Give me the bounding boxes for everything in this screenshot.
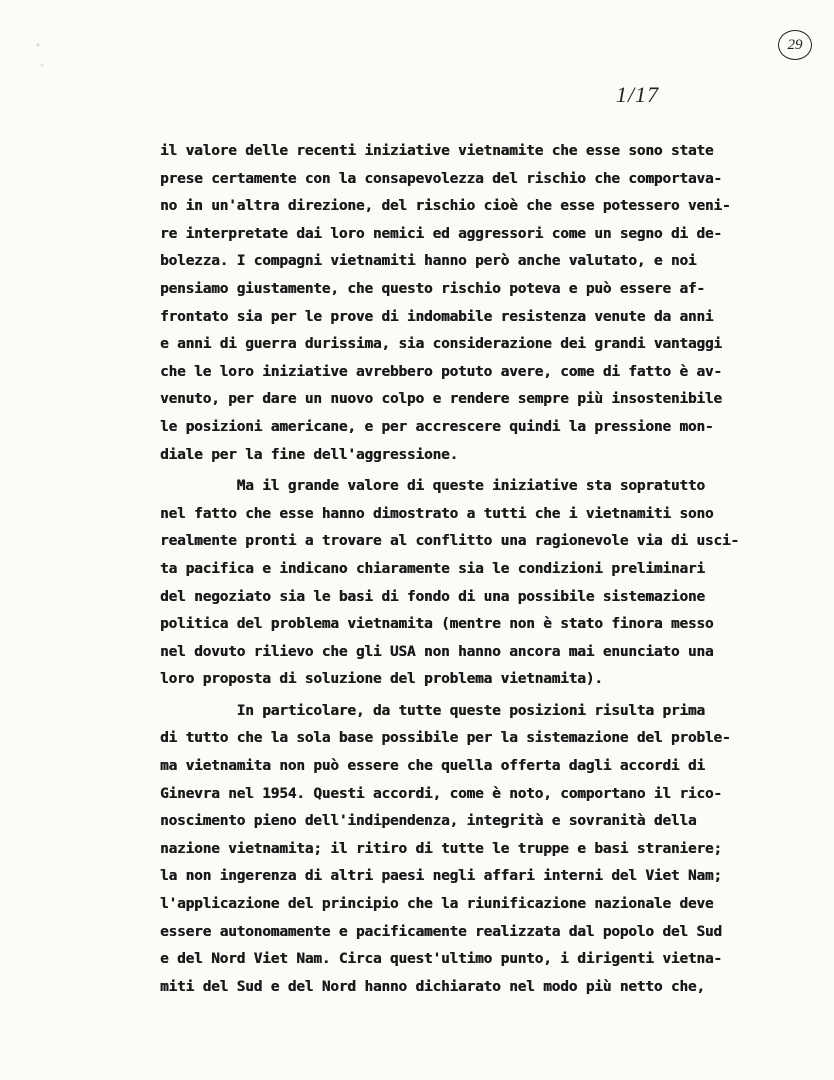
text-line: ma vietnamita non può essere che quella offerta dagli accordi di bbox=[160, 758, 705, 775]
text-line: Ginevra nel 1954. Questi accordi, come è noto, comportano il rico- bbox=[160, 785, 722, 802]
text-line: che le loro iniziative avrebbero potuto avere, come di fatto è av- bbox=[160, 363, 722, 380]
text-line: la non ingerenza di altri paesi negli affari interni del Viet Nam; bbox=[160, 868, 722, 885]
text-line: l'applicazione del principio che la riunificazione nazionale deve bbox=[160, 896, 714, 913]
text-line: venuto, per dare un nuovo colpo e rendere sempre più insostenibile bbox=[160, 391, 722, 408]
text-line: politica del problema vietnamita (mentre non è stato finora messo bbox=[160, 616, 714, 633]
text-line: essere autonomamente e pacificamente realizzata dal popolo del Sud bbox=[160, 923, 722, 940]
text-line: noscimento pieno dell'indipendenza, integrità e sovranità della bbox=[160, 813, 697, 830]
text-line: nazione vietnamita; il ritiro di tutte le truppe e basi straniere; bbox=[160, 840, 722, 857]
text-line: prese certamente con la consapevolezza del rischio che comportava- bbox=[160, 170, 722, 187]
text-line: ta pacifica e indicano chiaramente sia le condizioni preliminari bbox=[160, 560, 705, 577]
text-line: no in un'altra direzione, del rischio cioè che esse potessero veni- bbox=[160, 198, 731, 215]
text-line: del negoziato sia le basi di fondo di una possibile sistemazione bbox=[160, 588, 705, 605]
page-number: 29 bbox=[778, 30, 812, 60]
paragraph-1 bbox=[160, 138, 800, 469]
text-line: Ma il grande valore di queste iniziative sta sopratutto bbox=[160, 478, 705, 495]
text-line: le posizioni americane, e per accrescere quindi la pressione mon- bbox=[160, 418, 714, 435]
text-line: il valore delle recenti iniziative vietnamite che esse sono state bbox=[160, 143, 714, 159]
paragraph-2 bbox=[160, 473, 800, 694]
text-line: diale per la fine dell'aggressione. bbox=[160, 446, 458, 463]
text-line: realmente pronti a trovare al conflitto una ragionevole via di usci- bbox=[160, 533, 739, 550]
text-line: In particolare, da tutte queste posizioni risulta prima bbox=[160, 702, 705, 719]
paper-specks bbox=[30, 30, 50, 80]
text-line: bolezza. I compagni vietnamiti hanno però anche valutato, e noi bbox=[160, 253, 697, 270]
paragraph-3 bbox=[160, 698, 800, 1002]
text-line: nel dovuto rilievo che gli USA non hanno ancora mai enunciato una bbox=[160, 643, 714, 660]
text-line: nel fatto che esse hanno dimostrato a tutti che i vietnamiti sono bbox=[160, 505, 714, 522]
text-line: di tutto che la sola base possibile per la sistemazione del proble- bbox=[160, 730, 731, 747]
text-line: loro proposta di soluzione del problema vietnamita). bbox=[160, 671, 603, 688]
typed-text-body bbox=[160, 138, 800, 1001]
text-line: miti del Sud e del Nord hanno dichiarato nel modo più netto che, bbox=[160, 978, 705, 995]
text-line: e del Nord Viet Nam. Circa quest'ultimo punto, i dirigenti vietna- bbox=[160, 951, 722, 968]
text-line: pensiamo giustamente, che questo rischio poteva e può essere af- bbox=[160, 280, 705, 297]
text-line: frontato sia per le prove di indomabile resistenza venute da anni bbox=[160, 308, 714, 325]
text-line: re interpretate dai loro nemici ed aggressori come un segno di de- bbox=[160, 225, 722, 242]
sheet-reference: 1/17 bbox=[616, 82, 660, 107]
text-line: e anni di guerra durissima, sia considerazione dei grandi vantaggi bbox=[160, 336, 722, 353]
